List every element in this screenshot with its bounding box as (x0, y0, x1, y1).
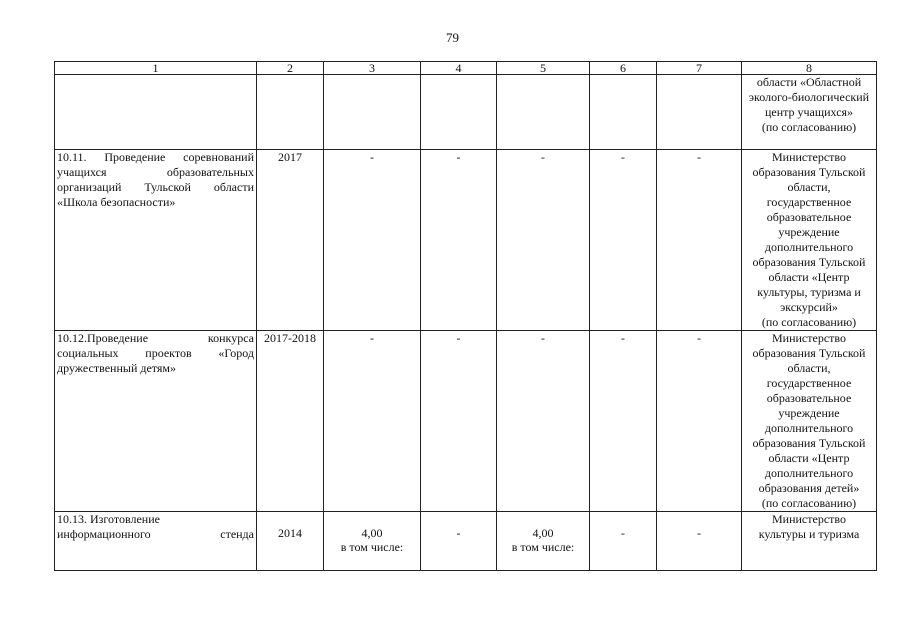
year-cell: 2017-2018 (257, 331, 324, 512)
executor-line: (по согласованию) (761, 496, 857, 510)
executor-line: области, (787, 361, 831, 375)
event-cell (55, 150, 257, 331)
executor-line: области «Центр (768, 270, 850, 284)
executor-line: образовательное (766, 391, 852, 405)
executor-line: образования детей» (758, 481, 860, 495)
funding-cell: - (590, 150, 657, 331)
event-line: информационного стенда (57, 527, 254, 541)
funding-cell: - (421, 150, 497, 331)
executor-line: государственное (766, 195, 852, 209)
executor-line: области, (787, 180, 831, 194)
header-cell-2: 2 (257, 62, 324, 75)
event-line: организаций Тульской области (57, 180, 254, 194)
event-line: 10.12.Проведение конкурса (57, 331, 254, 345)
event-line: 10.13. Изготовление (57, 512, 160, 526)
funding-cell (324, 512, 421, 571)
event-line: учащихся образовательных (57, 165, 254, 179)
table-row (55, 75, 877, 150)
header-cell-1: 1 (55, 62, 257, 75)
executor-cell (742, 75, 877, 150)
executor-line: образования Тульской (752, 346, 866, 360)
header-cell-6: 6 (590, 62, 657, 75)
event-cell (55, 512, 257, 571)
event-line: социальных проектов «Город (57, 346, 254, 360)
event-line: дружественный детям» (57, 361, 176, 375)
event-line: «Школа безопасности» (57, 195, 176, 209)
funding-cell: - (657, 512, 742, 571)
executor-cell (742, 331, 877, 512)
event-cell (55, 75, 257, 150)
funding-note: в том числе: (340, 540, 404, 554)
table-row (55, 331, 877, 512)
executor-cell (742, 512, 877, 571)
executor-line: Министерство (772, 150, 846, 164)
funding-cell: - (497, 150, 590, 331)
executor-line: Министерство (772, 512, 846, 526)
funding-cell (590, 75, 657, 150)
funding-cell: - (324, 331, 421, 512)
funding-cell (324, 75, 421, 150)
header-cell-3: 3 (324, 62, 421, 75)
event-line: 10.11. Проведение соревнований (57, 150, 254, 164)
funding-cell (421, 75, 497, 150)
table-row (55, 150, 877, 331)
funding-cell: - (421, 331, 497, 512)
header-row (55, 62, 877, 75)
funding-cell: - (590, 331, 657, 512)
executor-line: культуры и туризма (758, 527, 860, 541)
year-cell (257, 75, 324, 150)
funding-cell: - (590, 512, 657, 571)
funding-cell: - (657, 331, 742, 512)
document-table (54, 61, 877, 571)
executor-line: (по согласованию) (761, 315, 857, 329)
funding-cell (657, 75, 742, 150)
funding-cell: - (324, 150, 421, 331)
executor-line: области «Областной (756, 75, 862, 89)
executor-line: образования Тульской (752, 165, 866, 179)
header-cell-5: 5 (497, 62, 590, 75)
executor-line: учреждение (778, 406, 840, 420)
executor-line: Министерство (772, 331, 846, 345)
executor-line: экскурсий» (780, 300, 838, 314)
executor-line: эколого-биологический (748, 90, 870, 104)
executor-cell (742, 150, 877, 331)
header-cell-8: 8 (742, 62, 877, 75)
executor-line: области «Центр (768, 451, 850, 465)
executor-line: учреждение (778, 225, 840, 239)
header-cell-7: 7 (657, 62, 742, 75)
funding-cell (497, 512, 590, 571)
funding-cell: - (657, 150, 742, 331)
page-number: 79 (446, 30, 459, 45)
header-cell-4: 4 (421, 62, 497, 75)
executor-line: образования Тульской (752, 255, 866, 269)
executor-line: центр учащихся» (764, 105, 854, 119)
funding-cell: - (497, 331, 590, 512)
executor-line: образовательное (766, 210, 852, 224)
funding-value: 4,00 (532, 526, 554, 540)
year-cell: 2017 (257, 150, 324, 331)
executor-line: дополнительного (764, 421, 854, 435)
table-row (55, 512, 877, 571)
executor-line: государственное (766, 376, 852, 390)
executor-line: дополнительного (764, 240, 854, 254)
executor-line: дополнительного (764, 466, 854, 480)
executor-line: (по согласованию) (761, 120, 857, 134)
funding-note: в том числе: (511, 540, 575, 554)
event-cell (55, 331, 257, 512)
executor-line: образования Тульской (752, 436, 866, 450)
funding-cell: - (421, 512, 497, 571)
funding-value: 4,00 (361, 526, 383, 540)
executor-line: культуры, туризма и (757, 285, 861, 299)
funding-cell (497, 75, 590, 150)
year-cell: 2014 (257, 512, 324, 571)
